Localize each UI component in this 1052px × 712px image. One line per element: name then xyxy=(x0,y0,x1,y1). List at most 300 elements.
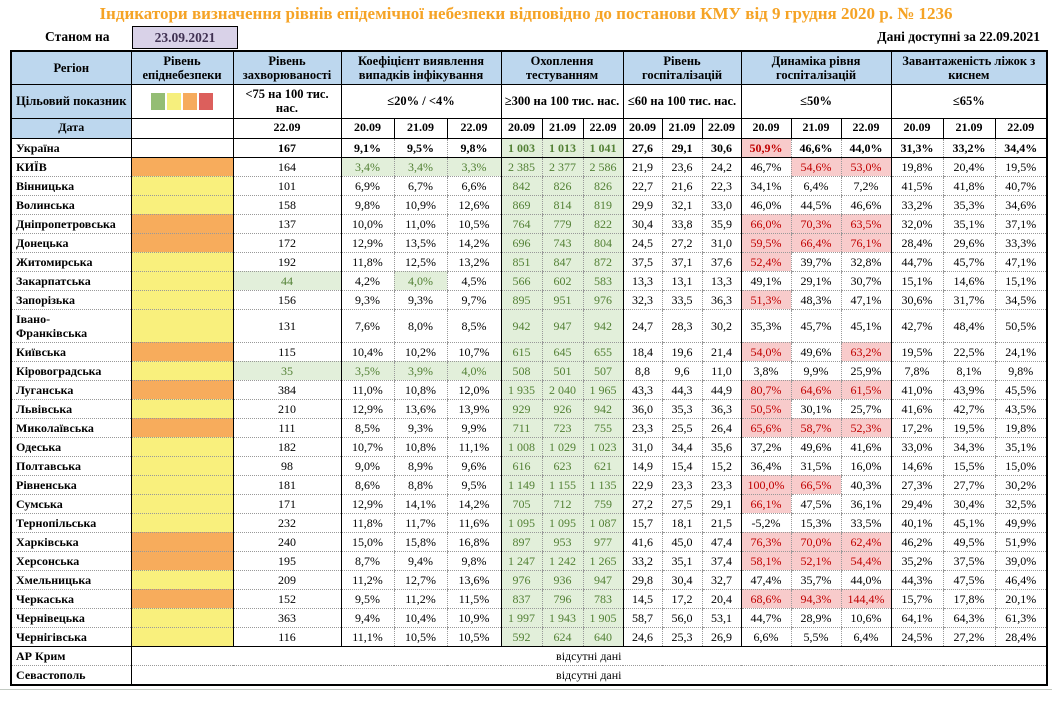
table-row xyxy=(11,665,1047,685)
dynamics-cell: 48,3% xyxy=(791,290,841,309)
date-cell: 21.09 xyxy=(943,118,995,138)
testing-cell: 1 905 xyxy=(583,608,623,627)
detection-cell: 10,2% xyxy=(394,342,447,361)
testing-cell: 602 xyxy=(542,271,583,290)
dynamics-cell: 16,0% xyxy=(841,456,891,475)
hospitalization-cell: 43,3 xyxy=(623,380,662,399)
dynamics-cell: 37,2% xyxy=(741,437,791,456)
testing-cell: 1 155 xyxy=(542,475,583,494)
hospitalization-cell: 21,5 xyxy=(702,513,741,532)
dynamics-cell: 3,8% xyxy=(741,361,791,380)
bed-occupancy-cell: 41,8% xyxy=(943,176,995,195)
dynamics-cell: 51,3% xyxy=(741,290,791,309)
hospitalization-cell: 21,6 xyxy=(662,176,702,195)
testing-cell: 645 xyxy=(542,342,583,361)
hospitalization-cell: 24,7 xyxy=(623,309,662,342)
dynamics-cell: 100,0% xyxy=(741,475,791,494)
bed-occupancy-cell: 47,1% xyxy=(995,252,1047,271)
bed-occupancy-cell: 15,0% xyxy=(995,456,1047,475)
incidence-cell: 152 xyxy=(233,589,341,608)
target-incidence: <75 на 100 тис. нас. xyxy=(233,84,341,118)
col-header-bed-occupancy: Завантаженість ліжок з киснем xyxy=(891,51,1047,84)
hospitalization-cell: 13,1 xyxy=(662,271,702,290)
dynamics-cell: 54,6% xyxy=(791,157,841,176)
col-header-region: Регіон xyxy=(11,51,131,84)
detection-cell: 11,7% xyxy=(394,513,447,532)
detection-cell: 11,1% xyxy=(447,437,501,456)
dynamics-cell: 6,4% xyxy=(791,176,841,195)
date-cell: 22.09 xyxy=(702,118,741,138)
dynamics-cell: 49,6% xyxy=(791,437,841,456)
table-row xyxy=(11,627,1047,646)
testing-cell: 826 xyxy=(583,176,623,195)
incidence-cell: 172 xyxy=(233,233,341,252)
detection-cell: 9,6% xyxy=(447,456,501,475)
region-cell: КИЇВ xyxy=(11,157,131,176)
testing-cell: 1 095 xyxy=(542,513,583,532)
detection-cell: 11,2% xyxy=(341,570,394,589)
dynamics-cell: 45,7% xyxy=(791,309,841,342)
hospitalization-cell: 35,9 xyxy=(702,214,741,233)
region-cell: Луганська xyxy=(11,380,131,399)
dynamics-cell: 54,0% xyxy=(741,342,791,361)
dynamics-cell: 31,5% xyxy=(791,456,841,475)
table-row xyxy=(11,309,1047,342)
detection-cell: 9,4% xyxy=(394,551,447,570)
hospitalization-cell: 29,8 xyxy=(623,570,662,589)
bed-occupancy-cell: 29,6% xyxy=(943,233,995,252)
detection-cell: 12,9% xyxy=(341,233,394,252)
detection-cell: 9,0% xyxy=(341,456,394,475)
hospitalization-cell: 14,5 xyxy=(623,589,662,608)
hospitalization-cell: 13,3 xyxy=(702,271,741,290)
detection-cell: 3,4% xyxy=(394,157,447,176)
incidence-cell: 232 xyxy=(233,513,341,532)
detection-cell: 10,5% xyxy=(447,627,501,646)
hospitalization-cell: 27,5 xyxy=(662,494,702,513)
hospitalization-cell: 53,1 xyxy=(702,608,741,627)
detection-cell: 3,9% xyxy=(394,361,447,380)
incidence-cell: 158 xyxy=(233,195,341,214)
hospitalization-cell: 33,5 xyxy=(662,290,702,309)
table-row xyxy=(11,290,1047,309)
bed-occupancy-cell: 45,1% xyxy=(943,513,995,532)
detection-cell: 6,7% xyxy=(394,176,447,195)
region-cell: Донецька xyxy=(11,233,131,252)
dynamics-cell: 33,5% xyxy=(841,513,891,532)
table-body xyxy=(11,138,1047,685)
hospitalization-cell: 30,4 xyxy=(662,570,702,589)
date-cell: 20.09 xyxy=(501,118,542,138)
detection-cell: 8,7% xyxy=(341,551,394,570)
incidence-cell: 164 xyxy=(233,157,341,176)
region-cell: Херсонська xyxy=(11,551,131,570)
hospitalization-cell: 31,0 xyxy=(702,233,741,252)
header-row-targets xyxy=(11,84,1047,118)
date-cell: 22.09 xyxy=(995,118,1047,138)
dynamics-cell: 36,1% xyxy=(841,494,891,513)
bed-occupancy-cell: 14,6% xyxy=(891,456,943,475)
detection-cell: 4,0% xyxy=(447,361,501,380)
bed-occupancy-cell: 32,5% xyxy=(995,494,1047,513)
testing-cell: 1 023 xyxy=(583,437,623,456)
legend-square-yellow xyxy=(167,93,181,110)
dynamics-cell: 30,1% xyxy=(791,399,841,418)
hospitalization-cell: 36,3 xyxy=(702,399,741,418)
bed-occupancy-cell: 33,3% xyxy=(995,233,1047,252)
table-row xyxy=(11,380,1047,399)
testing-cell: 1 087 xyxy=(583,513,623,532)
testing-cell: 705 xyxy=(501,494,542,513)
date-cell: 22.09 xyxy=(447,118,501,138)
detection-cell: 12,0% xyxy=(447,380,501,399)
epi-level-cell xyxy=(131,627,233,646)
bed-occupancy-cell: 46,4% xyxy=(995,570,1047,589)
dynamics-cell: -5,2% xyxy=(741,513,791,532)
legend-square-red xyxy=(199,93,213,110)
detection-cell: 3,3% xyxy=(447,157,501,176)
bed-occupancy-cell: 34,3% xyxy=(943,437,995,456)
dynamics-cell: 61,5% xyxy=(841,380,891,399)
detection-cell: 10,0% xyxy=(341,214,394,233)
bed-occupancy-cell: 20,4% xyxy=(943,157,995,176)
detection-cell: 11,8% xyxy=(341,252,394,271)
target-bed-occupancy: ≤65% xyxy=(891,84,1047,118)
detection-cell: 9,8% xyxy=(447,138,501,157)
incidence-cell: 240 xyxy=(233,532,341,551)
testing-cell: 1 997 xyxy=(501,608,542,627)
dynamics-cell: 32,8% xyxy=(841,252,891,271)
hospitalization-cell: 32,7 xyxy=(702,570,741,589)
testing-cell: 1 265 xyxy=(583,551,623,570)
hospitalization-cell: 37,4 xyxy=(702,551,741,570)
region-cell: Кіровоградська xyxy=(11,361,131,380)
hospitalization-cell: 33,2 xyxy=(623,551,662,570)
dynamics-cell: 44,7% xyxy=(741,608,791,627)
hospitalization-cell: 37,1 xyxy=(662,252,702,271)
hospitalization-cell: 44,3 xyxy=(662,380,702,399)
bed-occupancy-cell: 28,4% xyxy=(891,233,943,252)
hospitalization-cell: 15,2 xyxy=(702,456,741,475)
dynamics-cell: 7,2% xyxy=(841,176,891,195)
testing-cell: 764 xyxy=(501,214,542,233)
detection-cell: 8,8% xyxy=(394,475,447,494)
testing-cell: 947 xyxy=(542,309,583,342)
detection-cell: 10,5% xyxy=(394,627,447,646)
page-title: Індикатори визначення рівнів епідемічної небезпеки відповідно до постанови КМУ від 9 грудня 2020 р. № 1236 xyxy=(99,4,953,23)
testing-cell: 1 247 xyxy=(501,551,542,570)
bed-occupancy-cell: 61,3% xyxy=(995,608,1047,627)
testing-cell: 837 xyxy=(501,589,542,608)
incidence-cell: 35 xyxy=(233,361,341,380)
region-cell: Хмельницька xyxy=(11,570,131,589)
dynamics-cell: 46,6% xyxy=(791,138,841,157)
detection-cell: 11,5% xyxy=(447,589,501,608)
bed-occupancy-cell: 14,6% xyxy=(943,271,995,290)
date-cell: 22.09 xyxy=(583,118,623,138)
detection-cell: 10,7% xyxy=(341,437,394,456)
table-row xyxy=(11,176,1047,195)
detection-cell: 9,4% xyxy=(341,608,394,627)
dynamics-cell: 30,7% xyxy=(841,271,891,290)
testing-cell: 1 013 xyxy=(542,138,583,157)
region-cell: Житомирська xyxy=(11,252,131,271)
bed-occupancy-cell: 44,7% xyxy=(891,252,943,271)
testing-cell: 779 xyxy=(542,214,583,233)
bed-occupancy-cell: 29,4% xyxy=(891,494,943,513)
target-hospitalization: ≤60 на 100 тис. нас. xyxy=(623,84,741,118)
bed-occupancy-cell: 22,5% xyxy=(943,342,995,361)
target-detection: ≤20% / <4% xyxy=(341,84,501,118)
dynamics-cell: 25,9% xyxy=(841,361,891,380)
table-row xyxy=(11,475,1047,494)
table-row xyxy=(11,646,1047,665)
hospitalization-cell: 33,8 xyxy=(662,214,702,233)
table-row xyxy=(11,399,1047,418)
testing-cell: 942 xyxy=(583,309,623,342)
hospitalization-cell: 22,3 xyxy=(702,176,741,195)
dynamics-cell: 70,0% xyxy=(791,532,841,551)
testing-cell: 796 xyxy=(542,589,583,608)
epi-level-cell xyxy=(131,342,233,361)
table-row xyxy=(11,214,1047,233)
hospitalization-cell: 22,7 xyxy=(623,176,662,195)
testing-cell: 1 935 xyxy=(501,380,542,399)
col-header-hosp-dynamics: Динаміка рівня госпіталізацій xyxy=(741,51,891,84)
dynamics-cell: 66,0% xyxy=(741,214,791,233)
testing-cell: 936 xyxy=(542,570,583,589)
dynamics-cell: 44,0% xyxy=(841,138,891,157)
incidence-cell: 192 xyxy=(233,252,341,271)
bed-occupancy-cell: 19,5% xyxy=(943,418,995,437)
table-row xyxy=(11,494,1047,513)
testing-cell: 592 xyxy=(501,627,542,646)
dynamics-cell: 66,5% xyxy=(791,475,841,494)
dynamics-cell: 44,5% xyxy=(791,195,841,214)
bed-occupancy-cell: 43,5% xyxy=(995,399,1047,418)
region-cell: Запорізька xyxy=(11,290,131,309)
dynamics-cell: 80,7% xyxy=(741,380,791,399)
hospitalization-cell: 29,9 xyxy=(623,195,662,214)
region-cell: Севастополь xyxy=(11,665,131,685)
detection-cell: 14,1% xyxy=(394,494,447,513)
epi-level-cell xyxy=(131,138,233,157)
hospitalization-cell: 36,3 xyxy=(702,290,741,309)
bed-occupancy-cell: 15,1% xyxy=(995,271,1047,290)
testing-cell: 951 xyxy=(542,290,583,309)
dynamics-cell: 41,6% xyxy=(841,437,891,456)
detection-cell: 7,6% xyxy=(341,309,394,342)
testing-cell: 508 xyxy=(501,361,542,380)
detection-cell: 14,2% xyxy=(447,494,501,513)
bed-occupancy-cell: 40,1% xyxy=(891,513,943,532)
detection-cell: 9,8% xyxy=(341,195,394,214)
incidence-cell: 131 xyxy=(233,309,341,342)
detection-cell: 10,8% xyxy=(394,380,447,399)
hospitalization-cell: 35,3 xyxy=(662,399,702,418)
bed-occupancy-cell: 31,3% xyxy=(891,138,943,157)
hospitalization-cell: 21,9 xyxy=(623,157,662,176)
bed-occupancy-cell: 49,9% xyxy=(995,513,1047,532)
detection-cell: 9,9% xyxy=(447,418,501,437)
testing-cell: 1 029 xyxy=(542,437,583,456)
hospitalization-cell: 26,4 xyxy=(702,418,741,437)
dynamics-cell: 25,7% xyxy=(841,399,891,418)
epi-level-cell xyxy=(131,513,233,532)
testing-cell: 501 xyxy=(542,361,583,380)
region-cell xyxy=(11,309,131,342)
testing-cell: 696 xyxy=(501,233,542,252)
hospitalization-cell: 58,7 xyxy=(623,608,662,627)
region-cell: Одеська xyxy=(11,437,131,456)
hospitalization-cell: 24,5 xyxy=(623,233,662,252)
epi-level-cell xyxy=(131,380,233,399)
hospitalization-cell: 30,2 xyxy=(702,309,741,342)
bed-occupancy-cell: 19,8% xyxy=(891,157,943,176)
detection-cell: 9,5% xyxy=(341,589,394,608)
hospitalization-cell: 15,4 xyxy=(662,456,702,475)
hospitalization-cell: 19,6 xyxy=(662,342,702,361)
hospitalization-cell: 24,6 xyxy=(623,627,662,646)
bed-occupancy-cell: 37,1% xyxy=(995,214,1047,233)
bed-occupancy-cell: 34,6% xyxy=(995,195,1047,214)
testing-cell: 2 586 xyxy=(583,157,623,176)
detection-cell: 10,9% xyxy=(394,195,447,214)
dynamics-cell: 63,5% xyxy=(841,214,891,233)
testing-cell: 640 xyxy=(583,627,623,646)
epi-level-cell xyxy=(131,361,233,380)
region-cell: Львівська xyxy=(11,399,131,418)
hospitalization-cell: 22,9 xyxy=(623,475,662,494)
incidence-cell: 182 xyxy=(233,437,341,456)
target-hosp-dynamics: ≤50% xyxy=(741,84,891,118)
table-row xyxy=(11,418,1047,437)
testing-cell: 1 135 xyxy=(583,475,623,494)
date-cell: 21.09 xyxy=(791,118,841,138)
hospitalization-cell: 44,9 xyxy=(702,380,741,399)
dynamics-cell: 6,6% xyxy=(741,627,791,646)
hospitalization-cell: 37,6 xyxy=(702,252,741,271)
bed-occupancy-cell: 27,7% xyxy=(943,475,995,494)
incidence-cell: 116 xyxy=(233,627,341,646)
hospitalization-cell: 8,8 xyxy=(623,361,662,380)
bed-occupancy-cell: 9,8% xyxy=(995,361,1047,380)
bed-occupancy-cell: 27,2% xyxy=(943,627,995,646)
hospitalization-cell: 29,1 xyxy=(662,138,702,157)
epi-level-cell xyxy=(131,290,233,309)
hospitalization-cell: 27,2 xyxy=(623,494,662,513)
detection-cell: 13,9% xyxy=(447,399,501,418)
region-cell: АР Крим xyxy=(11,646,131,665)
bed-occupancy-cell: 45,7% xyxy=(943,252,995,271)
hospitalization-cell: 29,1 xyxy=(702,494,741,513)
bed-occupancy-cell: 31,7% xyxy=(943,290,995,309)
detection-cell: 10,7% xyxy=(447,342,501,361)
incidence-cell: 384 xyxy=(233,380,341,399)
testing-cell: 976 xyxy=(501,570,542,589)
hospitalization-cell: 56,0 xyxy=(662,608,702,627)
bed-occupancy-cell: 15,5% xyxy=(943,456,995,475)
testing-cell: 977 xyxy=(583,532,623,551)
incidence-cell: 195 xyxy=(233,551,341,570)
hospitalization-cell: 20,4 xyxy=(702,589,741,608)
bed-occupancy-cell: 15,7% xyxy=(891,589,943,608)
dynamics-cell: 62,4% xyxy=(841,532,891,551)
epi-level-cell xyxy=(131,252,233,271)
detection-cell: 9,3% xyxy=(394,418,447,437)
bed-occupancy-cell: 39,0% xyxy=(995,551,1047,570)
region-cell: Миколаївська xyxy=(11,418,131,437)
bed-occupancy-cell: 47,5% xyxy=(943,570,995,589)
dynamics-cell: 52,4% xyxy=(741,252,791,271)
bed-occupancy-cell: 42,7% xyxy=(891,309,943,342)
testing-cell: 615 xyxy=(501,342,542,361)
dynamics-cell: 15,3% xyxy=(791,513,841,532)
table-row xyxy=(11,252,1047,271)
epi-level-cell xyxy=(131,309,233,342)
detection-cell: 9,3% xyxy=(341,290,394,309)
dynamics-cell: 34,1% xyxy=(741,176,791,195)
detection-cell: 6,9% xyxy=(341,176,394,195)
table-row xyxy=(11,589,1047,608)
table-row xyxy=(11,157,1047,176)
testing-cell: 2 040 xyxy=(542,380,583,399)
table-row xyxy=(11,513,1047,532)
bed-occupancy-cell: 50,5% xyxy=(995,309,1047,342)
hospitalization-cell: 27,2 xyxy=(662,233,702,252)
region-name: Івано-Франківська xyxy=(16,311,88,340)
region-cell: Україна xyxy=(11,138,131,157)
dynamics-cell: 58,1% xyxy=(741,551,791,570)
incidence-cell: 167 xyxy=(233,138,341,157)
epi-level-cell xyxy=(131,271,233,290)
data-available-label xyxy=(877,29,1040,45)
bed-occupancy-cell: 30,6% xyxy=(891,290,943,309)
hospitalization-cell: 24,2 xyxy=(702,157,741,176)
testing-cell: 947 xyxy=(583,570,623,589)
testing-cell: 1 965 xyxy=(583,380,623,399)
dynamics-cell: 49,6% xyxy=(791,342,841,361)
region-cell: Тернопільська xyxy=(11,513,131,532)
table-row xyxy=(11,233,1047,252)
hospitalization-cell: 32,3 xyxy=(623,290,662,309)
hospitalization-cell: 35,6 xyxy=(702,437,741,456)
detection-cell: 4,0% xyxy=(394,271,447,290)
dynamics-cell: 52,1% xyxy=(791,551,841,570)
detection-cell: 11,0% xyxy=(341,380,394,399)
detection-cell: 8,5% xyxy=(341,418,394,437)
date-cell: 20.09 xyxy=(891,118,943,138)
dynamics-cell: 76,3% xyxy=(741,532,791,551)
incidence-cell: 115 xyxy=(233,342,341,361)
epi-level-cell xyxy=(131,494,233,513)
epi-level-cell xyxy=(131,456,233,475)
hospitalization-cell: 25,5 xyxy=(662,418,702,437)
epi-level-cell xyxy=(131,475,233,494)
epi-level-cell xyxy=(131,157,233,176)
bed-occupancy-cell: 51,9% xyxy=(995,532,1047,551)
testing-cell: 1 008 xyxy=(501,437,542,456)
bed-occupancy-cell: 48,4% xyxy=(943,309,995,342)
indicators-table xyxy=(10,50,1048,686)
testing-cell: 624 xyxy=(542,627,583,646)
testing-cell: 869 xyxy=(501,195,542,214)
bed-occupancy-cell: 19,8% xyxy=(995,418,1047,437)
dynamics-cell: 28,9% xyxy=(791,608,841,627)
status-bar xyxy=(10,26,1042,49)
dynamics-cell: 10,6% xyxy=(841,608,891,627)
date-cell: 20.09 xyxy=(741,118,791,138)
